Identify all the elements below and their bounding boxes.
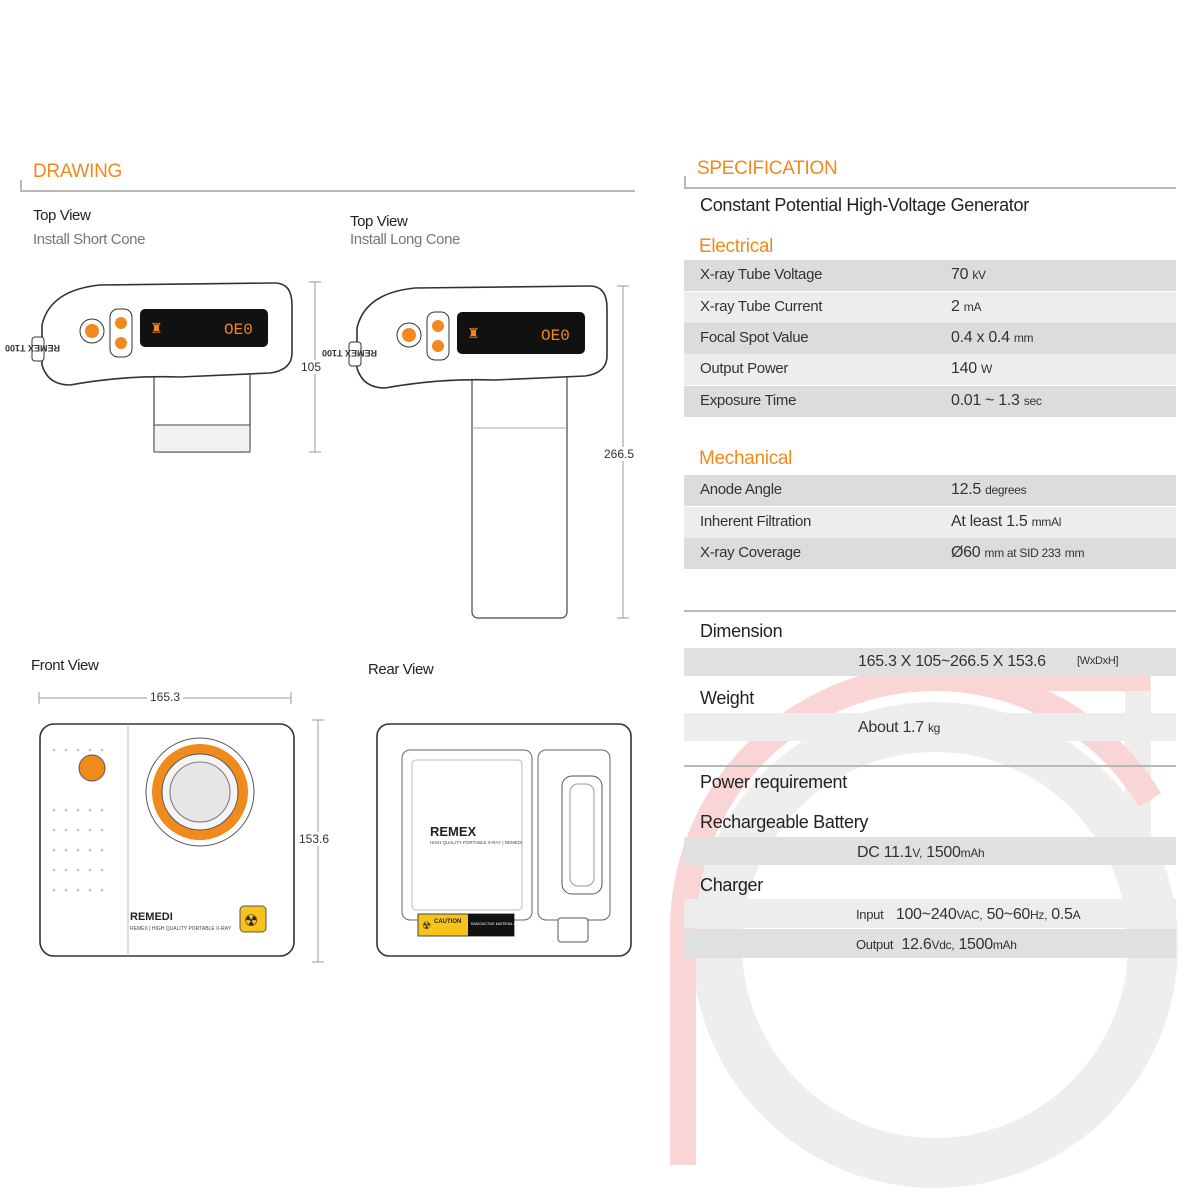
- drawing-rule-tick: [20, 180, 22, 192]
- front-brand-sub: REMEX | HIGH QUALITY PORTABLE X-RAY: [130, 926, 231, 932]
- top-long-subtitle: Install Long Cone: [350, 231, 460, 248]
- spec-value: Ø60: [951, 544, 981, 561]
- charger-input-label: Input: [856, 907, 884, 922]
- rear-view-drawing: [372, 720, 637, 960]
- spec-label: Anode Angle: [700, 481, 782, 498]
- drawing-rule: [20, 190, 635, 192]
- weight-bar: [684, 713, 1176, 741]
- charger-title: Charger: [700, 875, 763, 895]
- svg-text:♜: ♜: [150, 320, 163, 336]
- top-short-title: Top View: [33, 207, 91, 224]
- radiation-icon-front: ☢: [244, 913, 259, 930]
- weight-value: About 1.7: [858, 719, 924, 736]
- spec-label: X-ray Coverage: [700, 544, 801, 561]
- spec-title: SPECIFICATION: [697, 158, 838, 179]
- spec-unit: kV: [972, 268, 986, 282]
- battery-title: Rechargeable Battery: [700, 812, 869, 832]
- front-view-drawing: [32, 720, 302, 960]
- charger-input-freq-unit: Hz,: [1030, 908, 1048, 922]
- battery-value-wrap: [857, 844, 984, 862]
- device-label-long: REMEX T100: [321, 348, 377, 358]
- front-view-title: Front View: [31, 657, 99, 674]
- front-height-label: 153.6: [299, 832, 330, 846]
- spec-value: At least 1.5: [951, 513, 1028, 530]
- dimension-note: [WxDxH]: [1077, 655, 1119, 667]
- spec-label: Exposure Time: [700, 392, 797, 409]
- spec-row-filtration: [684, 507, 1176, 538]
- power-title: Power requirement: [700, 772, 847, 792]
- spec-row-coverage: [684, 538, 1176, 569]
- spec-rule-tick: [684, 176, 686, 188]
- charger-output-voltage-unit: Vdc,: [931, 938, 955, 952]
- spec-divider-2: [684, 765, 1176, 767]
- front-width-label: 165.3: [147, 690, 183, 704]
- dimension-bar: [684, 648, 1176, 676]
- spec-value: 0.4 x 0.4: [951, 329, 1010, 346]
- generator-heading: Constant Potential High-Voltage Generator: [700, 195, 1029, 215]
- battery-capacity-unit: mAh: [960, 846, 985, 860]
- spec-unit: mmAl: [1031, 515, 1062, 529]
- spec-unit: mm: [1013, 331, 1034, 345]
- electrical-title: Electrical: [699, 236, 774, 257]
- charger-input-freq: 50~60: [986, 906, 1031, 923]
- svg-text:♜: ♜: [467, 325, 480, 341]
- spec-unit: mA: [963, 300, 982, 314]
- rear-brand: REMEX: [430, 824, 477, 839]
- device-label-short: REMEX T100: [4, 343, 60, 353]
- charger-output-bar: [684, 929, 1176, 958]
- spec-row-exposure: [684, 386, 1176, 417]
- spec-label: Output Power: [700, 360, 789, 377]
- battery-voltage: DC 11.1: [857, 844, 913, 861]
- battery-capacity: 1500: [926, 844, 961, 861]
- top-view-long-drawing: [321, 278, 635, 623]
- top-view-short-drawing: [4, 275, 330, 465]
- charger-output-capacity: 1500: [958, 936, 993, 953]
- spec-label: Focal Spot Value: [700, 329, 809, 346]
- charger-input-wrap: [856, 906, 1080, 924]
- weight-unit: kg: [927, 721, 941, 735]
- spec-row-voltage: [684, 260, 1176, 291]
- spec-unit-2: mm: [1064, 546, 1085, 560]
- charger-output-label: Output: [856, 937, 894, 952]
- spec-row-anode: [684, 475, 1176, 506]
- mechanical-title: Mechanical: [699, 448, 793, 469]
- charger-output-capacity-unit: mAh: [992, 938, 1017, 952]
- radiation-icon-rear: ☢: [422, 921, 431, 932]
- top-short-subtitle: Install Short Cone: [33, 231, 146, 248]
- dim-short-label: 105: [301, 360, 322, 374]
- top-long-title: Top View: [350, 213, 408, 230]
- spec-unit: sec: [1023, 394, 1042, 408]
- weight-value-wrap: [858, 719, 940, 737]
- charger-input-current: 0.5: [1051, 906, 1073, 923]
- spec-value: 140: [951, 360, 977, 377]
- dimension-title: Dimension: [700, 621, 783, 641]
- spec-row-current: [684, 292, 1176, 323]
- spec-row-focal: [684, 323, 1176, 354]
- rear-brand-sub: HIGH QUALITY PORTABLE X-RAY | REMEDI: [430, 840, 523, 845]
- rear-view-title: Rear View: [368, 661, 434, 678]
- spec-unit: mm at SID 233: [984, 546, 1061, 560]
- front-brand: REMEDI: [130, 911, 173, 923]
- rear-caution: CAUTION: [434, 919, 462, 925]
- weight-title: Weight: [700, 688, 754, 708]
- charger-input-bar: [684, 899, 1176, 928]
- dimension-value: 165.3 X 105~266.5 X 153.6: [858, 653, 1046, 670]
- battery-voltage-unit: V,: [912, 846, 923, 860]
- charger-input-voltage: 100~240: [895, 906, 957, 923]
- charger-input-current-unit: A: [1072, 908, 1081, 922]
- spec-value: 2: [951, 298, 960, 315]
- charger-output-wrap: [856, 936, 1017, 954]
- spec-label: X-ray Tube Current: [700, 298, 823, 315]
- rear-caution-sub: RADIOACTIVE MATERIAL DO NOT OPEN: [471, 922, 539, 926]
- spec-value: 12.5: [951, 481, 981, 498]
- spec-label: X-ray Tube Voltage: [700, 266, 823, 283]
- spec-divider-1: [684, 610, 1176, 612]
- lcd-readout-long: OE0: [541, 327, 570, 345]
- spec-unit: degrees: [985, 483, 1027, 497]
- dim-long-label: 266.5: [604, 447, 635, 461]
- charger-output-voltage: 12.6: [901, 936, 932, 953]
- spec-label: Inherent Filtration: [700, 513, 812, 530]
- spec-rule: [684, 187, 1176, 189]
- spec-row-power: [684, 354, 1176, 385]
- spec-unit: W: [980, 362, 992, 376]
- charger-input-voltage-unit: VAC,: [956, 908, 983, 922]
- lcd-readout-short: OE0: [224, 321, 253, 339]
- drawing-title: DRAWING: [33, 161, 123, 182]
- battery-bar: [684, 837, 1176, 865]
- spec-value: 70: [951, 266, 969, 283]
- spec-value: 0.01 ~ 1.3: [951, 392, 1020, 409]
